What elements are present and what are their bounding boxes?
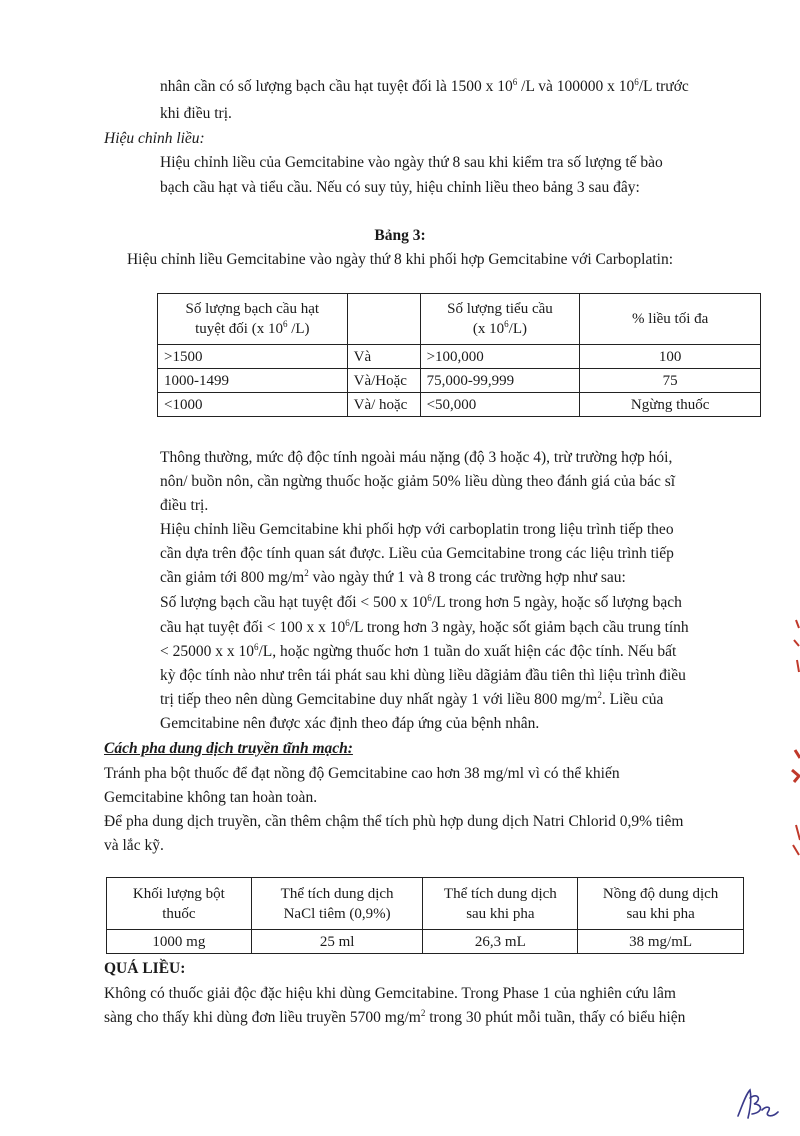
- text: < 25000 x x 10: [160, 643, 254, 660]
- table-row: [107, 930, 744, 954]
- handwritten-initials: [732, 1086, 782, 1122]
- table-row: [158, 345, 761, 369]
- text-line: cần dựa trên độc tính quan sát được. Liều của Gemcitabine trong các liệu trình tiếp: [160, 545, 674, 562]
- superscript: 6: [634, 76, 639, 87]
- table-header-row: [158, 294, 761, 345]
- text: /L): [287, 321, 310, 337]
- table-cell: Và/ hoặc: [347, 393, 420, 417]
- header-text: Thể tích dung dịch: [443, 885, 557, 902]
- table-cell: 1000 mg: [107, 930, 252, 954]
- header-text: thuốc: [162, 905, 196, 922]
- superscript: 6: [512, 76, 518, 87]
- table-cell: <50,000: [420, 393, 580, 417]
- header-text: NaCl tiêm (0,9%): [283, 905, 391, 922]
- header-cell: [423, 878, 578, 930]
- table-row: [158, 393, 761, 417]
- table-cell: Và/Hoặc: [347, 369, 420, 393]
- superscript: 2: [420, 1007, 426, 1018]
- superscript: 2: [304, 567, 309, 578]
- text-line: [160, 592, 682, 614]
- table-cell: Và: [347, 345, 420, 369]
- text: cần giảm tới 800 mg/m: [160, 569, 305, 586]
- text-line: Hiệu chỉnh liều của Gemcitabine vào ngày thứ 8 sau khi kiểm tra số lượng tế bào: [160, 154, 663, 171]
- text: /L trước: [638, 78, 689, 95]
- text-line: bạch cầu hạt và tiểu cầu. Nếu có suy tủy, hiệu chỉnh liều theo bảng 3 sau đây:: [160, 179, 640, 196]
- text: Số lượng bạch cầu hạt tuyệt đối < 500 x 10: [160, 594, 428, 611]
- superscript: 6: [427, 592, 432, 603]
- text: /L trong hơn 3 ngày, hoặc sốt giảm bạch cầu trung tính: [349, 619, 689, 636]
- text-line: Gemcitabine nên được xác định theo đáp ứng của bệnh nhân.: [160, 715, 540, 732]
- text-line: [160, 617, 689, 639]
- table-cell: >100,000: [420, 345, 580, 369]
- text-line: Tránh pha bột thuốc để đạt nồng độ Gemcitabine cao hơn 38 mg/ml vì có thể khiến: [104, 765, 620, 782]
- section-heading-overdose: QUÁ LIỀU:: [104, 960, 186, 977]
- text: tuyệt đối (x 10: [195, 321, 283, 337]
- text: (x 10: [472, 321, 505, 337]
- table-cell: 75,000-99,999: [420, 369, 580, 393]
- table-cell: 25 ml: [251, 930, 423, 954]
- table-cell: 38 mg/mL: [578, 930, 744, 954]
- superscript: 6: [504, 319, 509, 329]
- table-cell: 26,3 mL: [423, 930, 578, 954]
- superscript: 6: [282, 319, 288, 329]
- header-text: Số lượng tiểu cầu: [447, 301, 553, 317]
- text-line: [104, 1007, 685, 1029]
- text-line: [160, 641, 676, 663]
- text-line: [160, 76, 689, 98]
- superscript: 2: [597, 689, 602, 700]
- header-text: Thể tích dung dịch: [280, 885, 394, 902]
- preparation-table: [106, 877, 744, 954]
- table-cell: >1500: [158, 345, 348, 369]
- header-text: Khối lượng bột: [132, 885, 225, 902]
- header-cell: % liều tối đa: [580, 294, 761, 345]
- text: /L, hoặc ngừng thuốc hơn 1 tuần do xuất hiện các độc tính. Nếu bất: [258, 643, 677, 660]
- text-line: kỳ độc tính nào như trên tái phát sau khi dùng liều dãgiảm đầu tiên thì liệu trình điều: [160, 667, 686, 684]
- header-cell: [420, 294, 580, 345]
- header-text: Số lượng bạch cầu hạt: [185, 301, 320, 317]
- section-heading-preparation: Cách pha dung dịch truyền tĩnh mạch:: [104, 740, 353, 757]
- dose-adjust-table: [157, 293, 761, 417]
- superscript: 6: [254, 641, 259, 652]
- text-line: Hiệu chỉnh liều Gemcitabine khi phối hợp với carboplatin trong liệu trình tiếp theo: [160, 521, 674, 538]
- header-text: [427, 319, 574, 339]
- text-line: nôn/ buồn nôn, cần ngừng thuốc hoặc giảm 50% liều dùng theo đánh giá của bác sĩ: [160, 473, 676, 490]
- text-line: Gemcitabine không tan hoàn toàn.: [104, 789, 318, 806]
- header-text: Nồng độ dung dịch: [602, 885, 719, 902]
- text-line: [160, 567, 626, 589]
- table-caption: Hiệu chỉnh liều Gemcitabine vào ngày thứ 8 khi phối hợp Gemcitabine với Carboplatin:: [126, 251, 674, 268]
- table-title: Bảng 3:: [374, 227, 426, 244]
- header-cell: [578, 878, 744, 930]
- header-cell: [107, 878, 252, 930]
- header-cell: [347, 294, 420, 345]
- text-line: [160, 689, 663, 711]
- header-text: sau khi pha: [466, 905, 535, 922]
- text-line: khi điều trị.: [160, 105, 232, 122]
- text: nhân cần có số lượng bạch cầu hạt tuyệt đối là 1500 x 10: [160, 78, 513, 95]
- text-line: Để pha dung dịch truyền, cần thêm chậm thể tích phù hợp dung dịch Natri Chlorid 0,9% tiêm: [104, 813, 684, 830]
- superscript: 6: [345, 617, 350, 628]
- table-row: [158, 369, 761, 393]
- table-cell: <1000: [158, 393, 348, 417]
- text: vào ngày thứ 1 và 8 trong các trường hợp như sau:: [308, 569, 626, 586]
- table-cell: 1000-1499: [158, 369, 348, 393]
- stamp-edge-mark: [786, 600, 800, 860]
- section-heading-dose-adjust: Hiệu chỉnh liều:: [104, 130, 205, 147]
- text: cầu hạt tuyệt đối < 100 x x 10: [160, 619, 346, 636]
- header-text: sau khi pha: [626, 905, 695, 922]
- table-cell: Ngừng thuốc: [580, 393, 761, 417]
- text-line: Thông thường, mức độ độc tính ngoài máu nặng (độ 3 hoặc 4), trừ trường hợp hói,: [160, 449, 673, 466]
- text: . Liều của: [601, 691, 664, 708]
- header-text: [164, 319, 341, 339]
- text: /L trong hơn 5 ngày, hoặc số lượng bạch: [431, 594, 682, 611]
- text: trong 30 phút mỗi tuần, thấy có biểu hiện: [425, 1009, 686, 1026]
- text: sàng cho thấy khi dùng đơn liều truyền 5700 mg/m: [104, 1009, 421, 1026]
- table-cell: 75: [580, 369, 761, 393]
- text-line: và lắc kỹ.: [104, 837, 164, 854]
- text-line: Không có thuốc giải độc đặc hiệu khi dùng Gemcitabine. Trong Phase 1 của nghiên cứu lâm: [104, 985, 676, 1002]
- text: /L và 100000 x 10: [517, 78, 635, 95]
- text: /L): [508, 321, 527, 337]
- header-cell: [251, 878, 423, 930]
- text-line: điều trị.: [160, 497, 209, 514]
- header-cell: [158, 294, 348, 345]
- table-cell: 100: [580, 345, 761, 369]
- table-header-row: [107, 878, 744, 930]
- text: trị tiếp theo nên dùng Gemcitabine duy nhất ngày 1 với liều 800 mg/m: [160, 691, 598, 708]
